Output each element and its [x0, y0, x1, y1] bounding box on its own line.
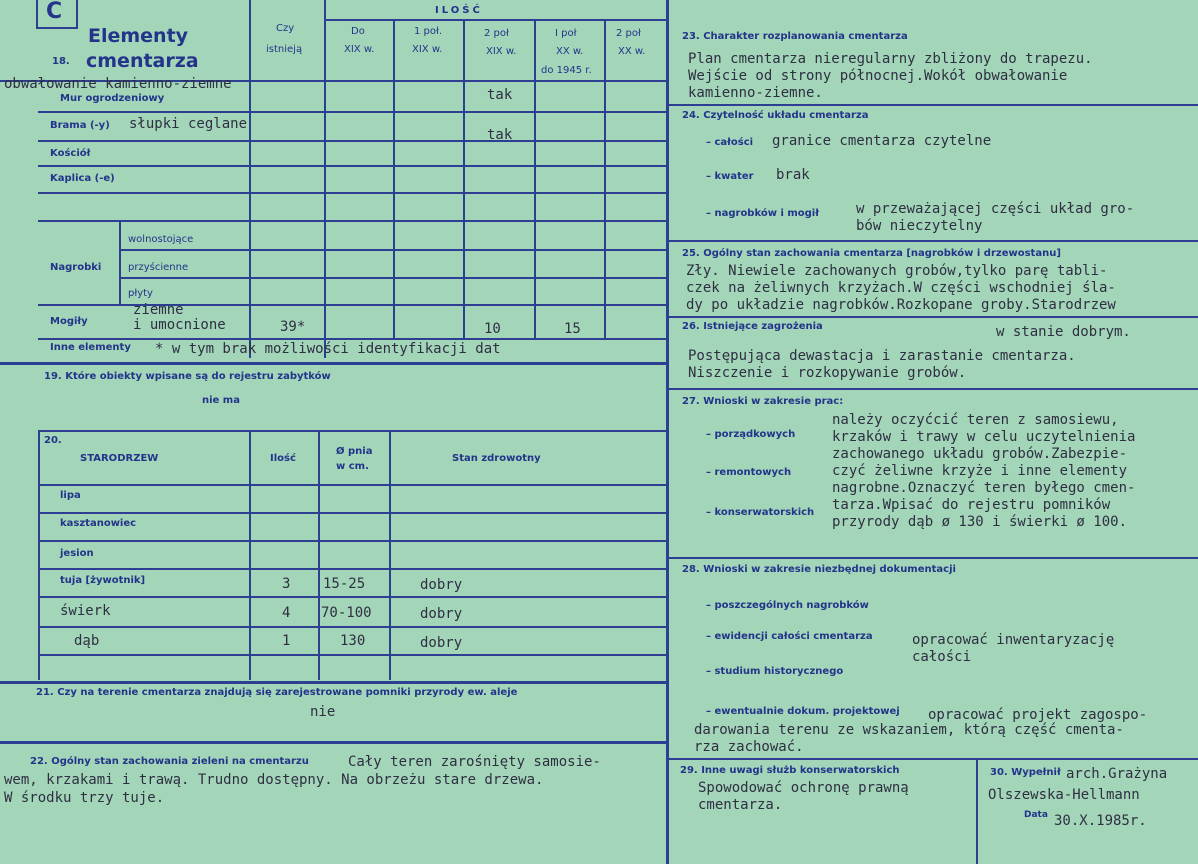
- grid-line: [669, 240, 1198, 242]
- grid-line: [669, 388, 1198, 390]
- grid-line: [318, 430, 320, 680]
- grid-line: [669, 557, 1198, 559]
- col-xx1: I poł: [555, 28, 577, 39]
- grid-line: [976, 758, 978, 864]
- grid-line: [38, 512, 666, 514]
- mogily-2pol: 10: [484, 321, 501, 337]
- row-kaplica: Kaplica (-e): [50, 173, 115, 184]
- s26-label: 26. Istniejące zagrożenia: [682, 321, 823, 332]
- s23-label: 23. Charakter rozplanowania cmentarza: [682, 31, 908, 42]
- data-value: 30.X.1985r.: [1054, 813, 1147, 829]
- col-1pol: 1 poł.: [414, 26, 443, 37]
- row-mogily: Mogiły: [50, 316, 88, 327]
- grid-line: [38, 111, 666, 113]
- col-1pol-2: XIX w.: [412, 44, 443, 55]
- col-2pol: 2 poł: [484, 28, 509, 39]
- form-letter: C: [46, 0, 63, 24]
- section-title-1: Elementy: [88, 25, 189, 47]
- stn-pnia: Ø pnia: [336, 446, 373, 457]
- brama-value: tak: [487, 127, 513, 143]
- s27-value: należy oczyćcić teren z samosiewu, krzaków i trawy w celu uczytelnienia zachowanego układu grobów.Zabezpie- czyć żeliwne krzyże i inne elementy nagrobne.Oznaczyć teren byłego cmen- tarza.Wpisać do rejestru pomników przyrody dąb ø 130 i świerki ø 100.: [832, 412, 1136, 530]
- grid-line: [38, 430, 40, 680]
- col-xx1-3: do 1945 r.: [541, 65, 592, 76]
- grid-line: [324, 19, 666, 21]
- col-xx2-2: XX w.: [618, 46, 646, 57]
- s22-value-2: wem, krzakami i trawą. Trudno dostępny. Na obrzeżu stare drzewa.: [4, 772, 544, 788]
- s21-value: nie: [310, 704, 336, 720]
- grid-line: [669, 316, 1198, 318]
- grid-line: [0, 741, 666, 744]
- s27-porzadkowych: – porządkowych: [706, 429, 796, 440]
- s25-value: Zły. Niewiele zachowanych grobów,tylko parę tabli- czek na żeliwnych krzyżach.W części wschodniej śla- dy po układzie nagrobków.Rozkopane groby.Starodrzew: [686, 263, 1116, 313]
- grid-line: [0, 681, 666, 684]
- s28-label: 28. Wnioski w zakresie niezbędnej dokumentacji: [682, 564, 956, 575]
- s22-value-1: Cały teren zarośnięty samosie-: [348, 754, 601, 770]
- tree-dia: 15-25: [323, 576, 366, 592]
- nagrobki-label: Nagrobki: [50, 262, 102, 273]
- col-xx1-2: XX w.: [556, 46, 584, 57]
- col-do-2: XIX w.: [344, 44, 375, 55]
- s26-value: Postępująca dewastacja i zarastanie cmentarza. Niszczenie i rozkopywanie grobów.: [688, 348, 1076, 381]
- col-czy: Czy: [276, 23, 295, 34]
- grid-line: [38, 568, 666, 570]
- stn-stan: Stan zdrowotny: [452, 453, 541, 464]
- tree-dia: 70-100: [321, 605, 372, 621]
- grid-line: [249, 430, 251, 680]
- nagrobki-przyscienne: przyścienne: [128, 262, 189, 273]
- col-istnieja: istnieją: [266, 44, 303, 55]
- s27-konserwatorskich: – konserwatorskich: [706, 507, 815, 518]
- data-label: Data: [1024, 810, 1048, 820]
- tree-dia: 130: [340, 633, 366, 649]
- nagrobki-plyty: płyty: [128, 288, 153, 299]
- col-do: Do: [351, 26, 365, 37]
- s24-calosci-value: granice cmentarza czytelne: [772, 133, 992, 149]
- grid-line: [119, 220, 121, 304]
- s29-label: 29. Inne uwagi służb konserwatorskich: [680, 765, 900, 776]
- grid-line: [393, 20, 395, 340]
- s24-nagrobkow-value: w przeważającej części układ gro- bów nieczytelny: [856, 201, 1135, 234]
- s24-label: 24. Czytelność układu cmentarza: [682, 110, 869, 121]
- ilosc-header: ILOŚĆ: [435, 5, 483, 16]
- mogily-xx1: 15: [564, 321, 581, 337]
- row-kosciol: Kościół: [50, 148, 91, 159]
- col-xx2: 2 poł: [616, 28, 641, 39]
- tree-qty: 4: [282, 605, 291, 621]
- s30-label: 30. Wypełnił: [990, 767, 1061, 778]
- s19-value: nie ma: [202, 395, 240, 406]
- tree-state: dobry: [420, 635, 463, 651]
- tree-qty: 1: [282, 633, 291, 649]
- s30-name-1: arch.Grażyna: [1066, 766, 1168, 782]
- main-divider: [666, 0, 669, 864]
- row-inne: Inne elementy: [50, 342, 131, 353]
- s28-projektowej-value-2: darowania terenu ze wskazaniem, którą część cmenta- rza zachować.: [694, 722, 1124, 755]
- s30-name-2: Olszewska-Hellmann: [988, 787, 1140, 803]
- tree-name: jesion: [60, 548, 94, 559]
- grid-line: [119, 277, 666, 279]
- tree-name: dąb: [74, 633, 100, 649]
- section-title-2: cmentarza: [86, 50, 199, 72]
- mogily-count: 39*: [280, 319, 306, 335]
- grid-line: [38, 430, 666, 432]
- s24-calosci: – całości: [706, 137, 754, 148]
- stn-ilosc: Ilość: [270, 453, 296, 464]
- s22-value-3: W środku trzy tuje.: [4, 790, 165, 806]
- s24-kwater-value: brak: [776, 167, 810, 183]
- s27-remontowych: – remontowych: [706, 467, 792, 478]
- grid-line: [389, 430, 391, 680]
- s27-label: 27. Wnioski w zakresie prac:: [682, 396, 844, 407]
- grid-line: [38, 596, 666, 598]
- mogily-typed: ziemne i umocnione: [133, 302, 226, 333]
- row-brama: Brama (-y): [50, 120, 110, 131]
- stn-header: STARODRZEW: [80, 453, 159, 464]
- tree-name: świerk: [60, 603, 111, 619]
- tree-qty: 3: [282, 576, 291, 592]
- grid-line: [669, 758, 1198, 760]
- s28-studium: – studium historycznego: [706, 666, 844, 677]
- s24-kwater: – kwater: [706, 171, 754, 182]
- s28-ewidencji: – ewidencji całości cmentarza: [706, 631, 873, 642]
- grid-line: [604, 20, 606, 340]
- s28-projektowej-value-1: opracować projekt zagospo-: [928, 707, 1148, 723]
- s28-ewidencji-value: opracować inwentaryzację całości: [912, 632, 1115, 665]
- nagrobki-wolnostojace: wolnostojące: [128, 234, 194, 245]
- grid-line: [534, 20, 536, 340]
- stn-pnia-2: w cm.: [336, 461, 369, 472]
- tree-state: dobry: [420, 577, 463, 593]
- s20-number: 20.: [44, 435, 62, 446]
- s28-projektowej: – ewentualnie dokum. projektowej: [706, 706, 900, 717]
- grid-line: [38, 540, 666, 542]
- grid-line: [38, 626, 666, 628]
- s21-label: 21. Czy na terenie cmentarza znajdują się zarejestrowane pomniki przyrody ew. aleje: [36, 687, 518, 698]
- tree-name: kasztanowiec: [60, 518, 137, 529]
- s24-nagrobkow: – nagrobków i mogił: [706, 208, 819, 219]
- grid-line: [38, 140, 666, 142]
- tree-name: tuja [żywotnik]: [60, 575, 146, 586]
- grid-line: [38, 338, 666, 340]
- col-2pol-2: XIX w.: [486, 46, 517, 57]
- grid-line: [38, 165, 666, 167]
- s23-value: Plan cmentarza nieregularny zbliżony do trapezu. Wejście od strony północnej.Wokół obwałowanie kamienno-ziemne.: [688, 51, 1093, 101]
- mur-value: tak: [487, 87, 513, 103]
- grid-line: [463, 20, 465, 340]
- tree-state: dobry: [420, 606, 463, 622]
- s26-extra: w stanie dobrym.: [996, 324, 1131, 340]
- s28-nagrobkow: – poszczególnych nagrobków: [706, 600, 869, 611]
- obwalowanie-typed: obwałowanie kamienno-ziemne: [4, 76, 232, 92]
- grid-line: [119, 249, 666, 251]
- s29-value: Spowodować ochronę prawną cmentarza.: [698, 780, 909, 813]
- s25-label: 25. Ogólny stan zachowania cmentarza [nagrobków i drzewostanu]: [682, 248, 1061, 259]
- section-number: 18.: [52, 56, 70, 67]
- tree-name: lipa: [60, 490, 81, 501]
- inne-typed: * w tym brak możliwości identyfikacji dat: [155, 341, 501, 357]
- grid-line: [38, 654, 666, 656]
- s22-label: 22. Ogólny stan zachowania zieleni na cmentarzu: [30, 756, 309, 767]
- grid-line: [38, 484, 666, 486]
- s19-label: 19. Które obiekty wpisane są do rejestru zabytków: [44, 371, 331, 382]
- row-mur: Mur ogrodzeniowy: [60, 93, 165, 104]
- grid-line: [669, 104, 1198, 106]
- grid-line: [0, 362, 666, 365]
- brama-typed: słupki ceglane: [129, 116, 248, 132]
- grid-line: [38, 220, 666, 222]
- grid-line: [38, 192, 666, 194]
